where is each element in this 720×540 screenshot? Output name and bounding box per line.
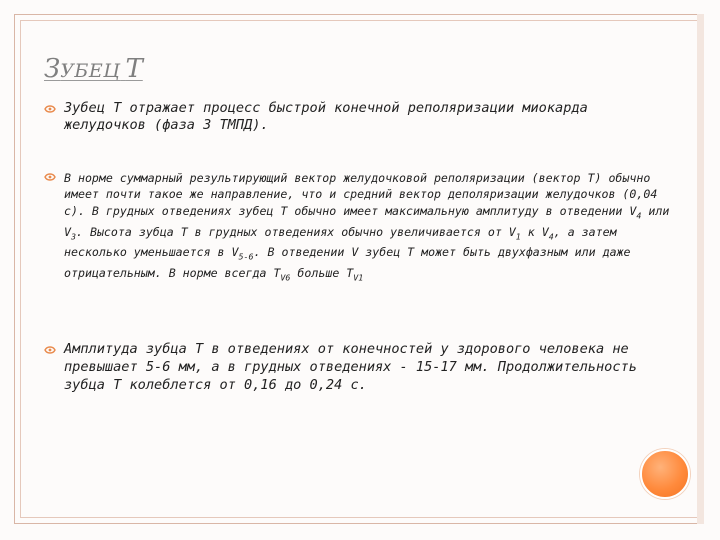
- p2-sub: 3: [70, 230, 77, 241]
- paragraph-1: Зубец Т отражает процесс быстрой конечной реполяризации миокарда желудочков (фаза 3 ТМПД).: [64, 100, 588, 133]
- bullet-icon: [44, 172, 56, 182]
- p2-sub: 1: [515, 230, 521, 241]
- p2-sub: 4: [636, 210, 642, 221]
- p2-text: . Высота зубца Т в грудных отведениях обычно увеличивается от V: [76, 224, 516, 239]
- slide-title: [44, 54, 143, 84]
- p2-sub: V1: [353, 272, 364, 283]
- p2-text: к V: [520, 224, 549, 239]
- p2-text: или V: [64, 203, 670, 239]
- p2-text: В норме суммарный результирующий вектор желудочковой реполяризации (вектор Т) обычно имеет почти такое же направление, что и средний вектор деполяризации желудочков (0,04 с). В грудных отведениях зубец Т обычно имеет максимальную амплитуду в отведении V: [64, 171, 658, 218]
- bullet-icon: [44, 104, 56, 114]
- title-letter: Т: [125, 54, 143, 84]
- p2-text: , а затем несколько уменьшается в V: [64, 224, 617, 260]
- p2-text: . В отведении V: [253, 245, 359, 260]
- bullet-icon: [44, 345, 56, 355]
- title-cap: З: [44, 54, 61, 84]
- title-rest: УБЕЦ: [60, 60, 121, 82]
- p2-text: больше Т: [290, 265, 354, 280]
- p2-sub: V6: [280, 272, 291, 283]
- accent-dot-icon: [640, 449, 690, 499]
- slide-side-rule: [697, 14, 704, 524]
- p2-text: зубец Т может быть двухфазным или даже отрицательным. В норме всегда Т: [64, 245, 631, 280]
- p2-sub: 4: [548, 230, 554, 241]
- paragraph-2: [64, 170, 676, 286]
- p2-sub: 5-6: [238, 251, 254, 262]
- paragraph-3: Амплитуда зубца Т в отведениях от конечностей у здорового человека не превышает 5-6 мм, а в грудных отведениях - 15-17 мм. Продолжительность зубца Т колеблется от 0,16 до 0,24 с.: [64, 341, 637, 393]
